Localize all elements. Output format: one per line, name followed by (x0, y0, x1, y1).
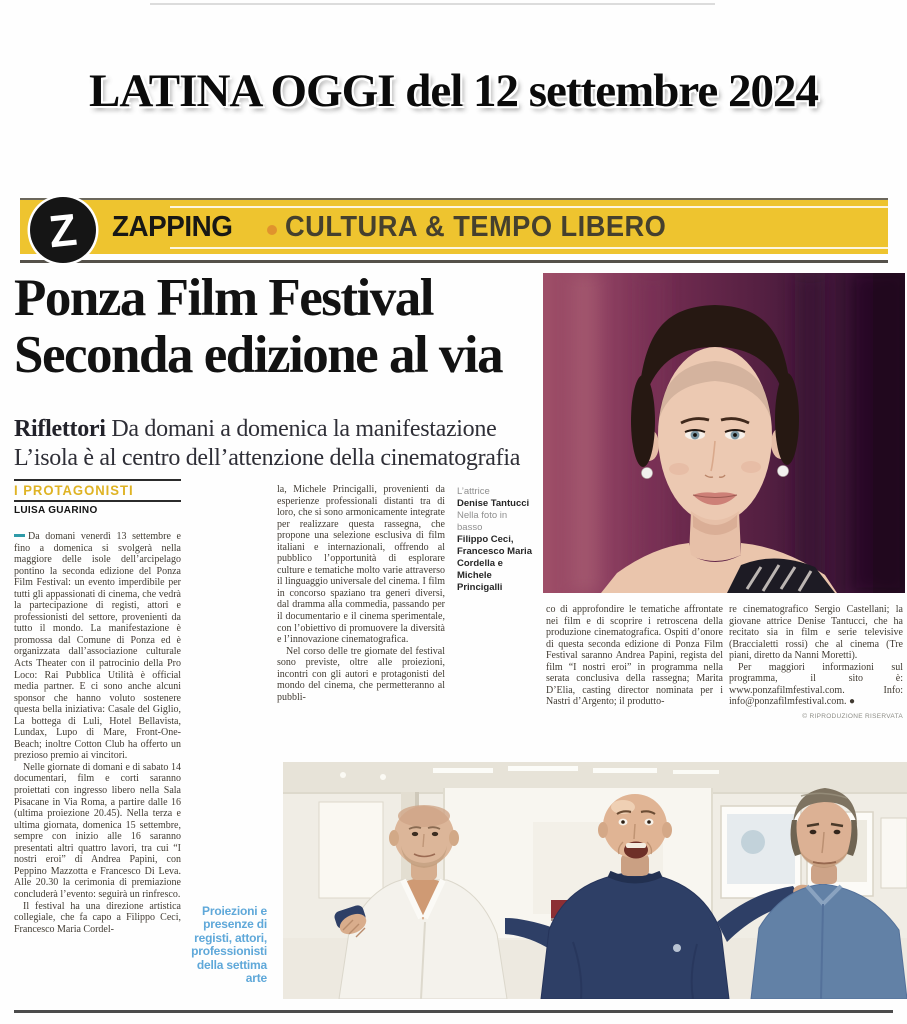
banner-separator-dot-icon (267, 225, 277, 235)
page-bottom-rule (14, 1010, 893, 1013)
page-top-edge-line (150, 3, 715, 5)
top-photo-caption (457, 486, 533, 594)
article-column-3 (546, 604, 723, 708)
caption-role: L’attrice (457, 486, 490, 497)
zapping-logo-letter: Z (46, 203, 80, 257)
headline-line1: Ponza Film Festival (14, 269, 433, 327)
kicker-line2: L’isola è al centro dell’attenzione della cinematografia (14, 445, 521, 471)
masthead-title: LATINA OGGI del 12 settembre 2024 (89, 65, 818, 117)
banner-subsection-label: CULTURA & TEMPO LIBERO (285, 211, 667, 243)
kicker-keyword: Riflettori (14, 416, 106, 442)
article-kicker (14, 415, 574, 473)
tag-rule-bottom (14, 500, 181, 502)
byline: LUISA GUARINO (14, 505, 98, 516)
paragraph (14, 531, 181, 762)
section-tag: I PROTAGONISTI (14, 483, 134, 498)
headline-line2: Seconda edizione al via (14, 326, 503, 384)
festival-directors-photo (283, 762, 907, 999)
kicker-line1 (14, 415, 574, 444)
actress-red-carpet-photo (543, 273, 905, 593)
copyright-notice: © RIPRODUZIONE RISERVATA (802, 712, 903, 720)
article-column-2 (277, 484, 445, 703)
article-tag-block (14, 479, 181, 516)
zapping-logo-icon (30, 197, 96, 263)
kicker-rest: Da domani a domenica la manifestazione (111, 416, 497, 442)
paragraph-text: Da domani venerdì 13 settembre e fino a domenica si svolgerà nella maggiore delle isole dell’arcipelago pontino la seconda edizione del Ponza Film Festival: un evento imperdibile per tutti gli appassionati di cinema, che vedrà la partecipazione di registi, attori e professionisti del settore, provenienti da tutto il mondo. La manifestazione è promossa dal Comune di Ponza ed è organizzata dall’associazione culturale Acts Theater con il patrocinio della Pro Loco: Rai Pubblica Utilità è official media partner. E ci sono anche alcuni sponsor che hanno voluto sostenere questa bella iniziativa: Casale del Giglio, La bottega di Luli, Hotel Bellavista, Lundax, Lupo di Mare, Front-One-Beach; inoltre Cotton Club ha offerto un prezioso premio ai vincitori. (14, 531, 181, 762)
banner-zapping-label: ZAPPING (112, 211, 233, 243)
article-headline (14, 270, 594, 384)
caption-name-actress: Denise Tantucci (457, 498, 530, 509)
directors-photo-illustration (283, 762, 907, 999)
paragraph: Nel corso delle tre giornate del festival sono previste, oltre alle proiezioni, incontri con gli autori e protagonisti del mondo del cinema, che permetteranno al pubbli- (277, 645, 445, 703)
paragraph: Per maggiori informazioni sul programma, il sito è: www.ponzafilmfestival.com. Info: info@ponzafilmfestival.com. ● (729, 661, 903, 708)
zapping-section-banner (20, 196, 888, 270)
paragraph-lead-dash-icon (14, 534, 25, 538)
article-column-1 (14, 531, 181, 935)
paragraph: Il festival ha una direzione artistica collegiale, che fa capo a Filippo Ceci, Francesco Maria Cordel- (14, 900, 181, 935)
paragraph: la, Michele Princigalli, provenienti da esperienze professionali distanti tra di loro, che si sono armonicamente integrate per realizzare questa rassegna, che propone una selezione esclusiva di film italiani e internazionali, offrendo al pubblico l’opportunità di esplorare culture e tematiche molto varie attraverso il linguaggio universale del cinema. I film in concorso spaziano tra generi diversi, dal dramma alla commedia, passando per il documentario e il cinema sperimentale, con l’obiettivo di promuovere la diversità e l’innovazione cinematografica. (277, 484, 446, 646)
paragraph: co di approfondire le tematiche affrontate nei film e di scoprire i retroscena della produzione cinematografica. Ospiti d’onore di questa seconda edizione di Ponza Film Festival saranno Andrea Papini, regista del film “I nostri eroi” in programma nella serata conclusiva della rassegna; Marita D’Elia, casting director nominata per i Nastri d’Argento; il produtto- (546, 604, 723, 708)
banner-hairline-bottom (170, 247, 888, 249)
actress-photo-illustration (543, 273, 905, 593)
banner-bottom-rule (20, 260, 888, 263)
paragraph: Nelle giornate di domani e di sabato 14 documentari, film e corti saranno proiettati con ingresso libero nella Sala Pisacane in Via Roma, a partire dalle 16 (ultima proiezione 20.45). Nella terza e ultima giornata, domenica 15 settembre, sempre con inizio alle 16 saranno presentati altri quattro lavori, tra cui “I nostri eroi” di Andrea Papini, con Peppino Mazzotta e Francesco Di Leva. Alle 20.30 la cerimonia di premiazione concluderà l’evento: seguirà un rinfresco. (14, 761, 181, 900)
bottom-photo-caption: Proiezioni e presenze di registi, attori, professionisti della settima arte (191, 904, 267, 986)
caption-names-directors: Filippo Ceci, Francesco Maria Cordella e Michele Princigalli (457, 534, 532, 593)
caption-note: Nella foto in basso (457, 510, 508, 533)
article-column-4 (729, 604, 903, 722)
banner-hairline-top (170, 206, 888, 208)
paragraph: re cinematografico Sergio Castellani; la giovane attrice Denise Tantucci, che ha recitato sia in film e serie televisive (Braccialetti rossi) che al cinema (Tre piani, diretto da Nanni Moretti). (729, 604, 903, 662)
